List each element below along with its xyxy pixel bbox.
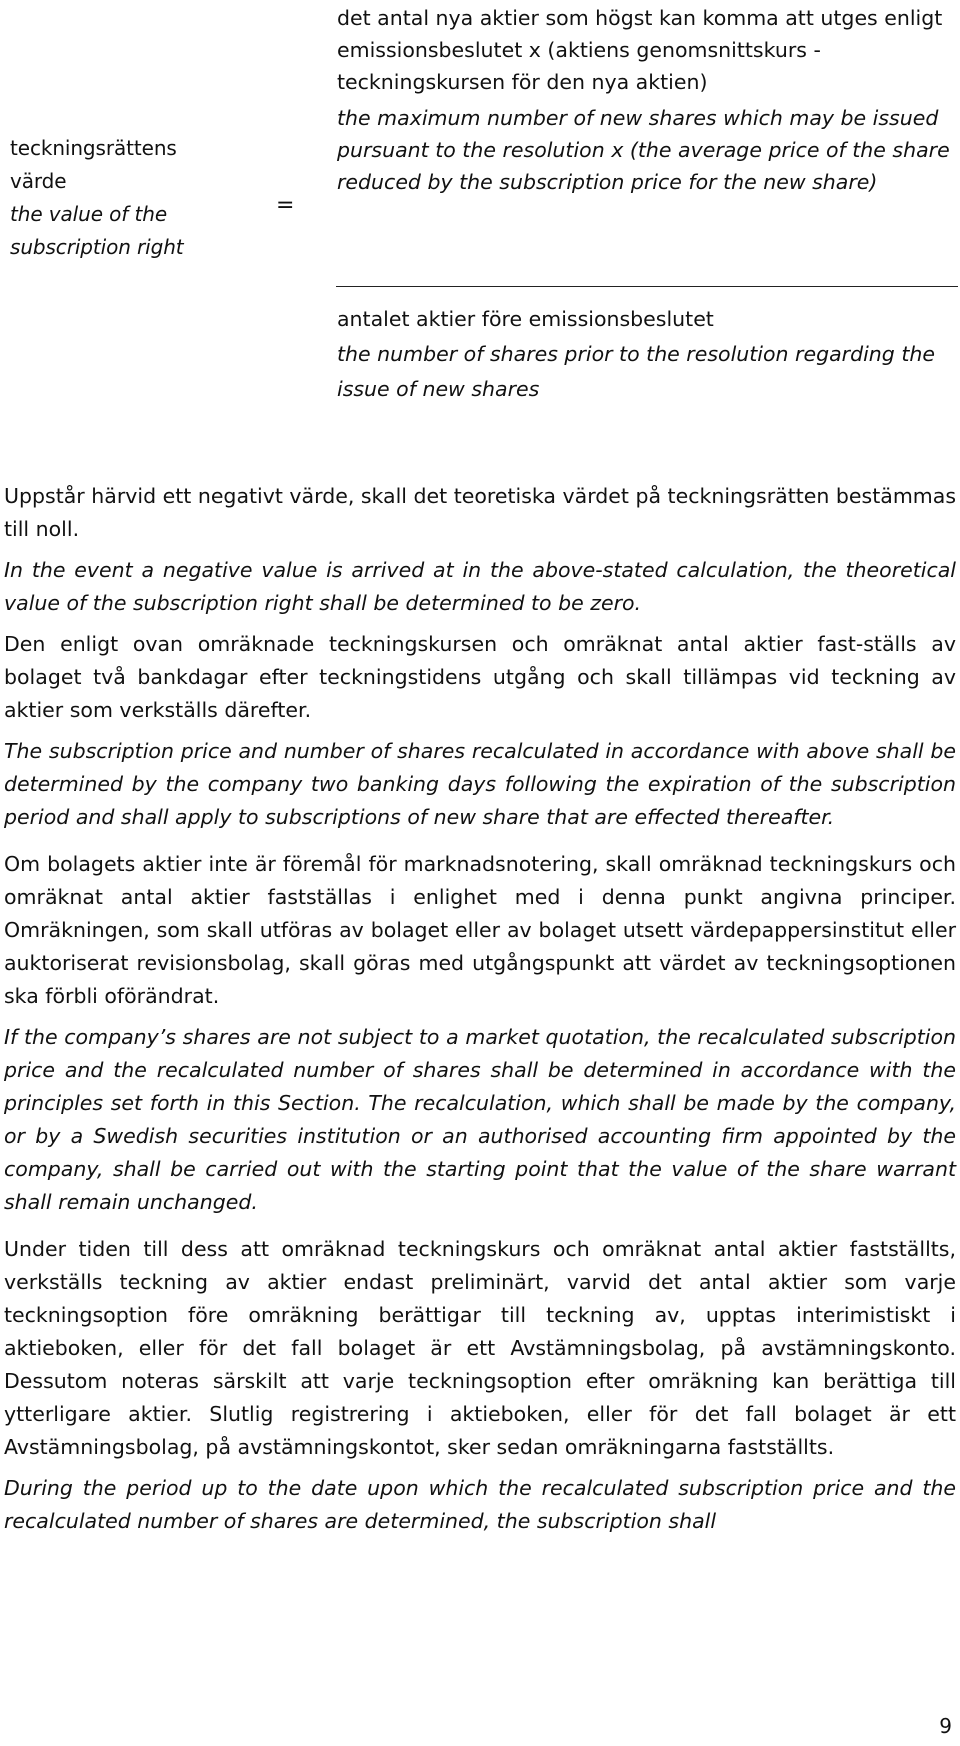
- denominator-swedish: antalet aktier före emissionsbeslutet: [337, 307, 714, 331]
- valuation-formula: [0, 0, 960, 420]
- lhs-swedish-line-1: teckningsrättens: [10, 136, 177, 160]
- equals-sign: =: [276, 193, 295, 218]
- formula-denominator: [337, 302, 959, 407]
- denominator-english: the number of shares prior to the resolution regarding the issue of new shares: [337, 342, 935, 401]
- page-number: 9: [939, 1714, 952, 1738]
- numerator-swedish: det antal nya aktier som högst kan komma att utges enligt emissionsbeslutet x (aktiens genomsnittskurs - teckningskursen för den nya aktien): [337, 6, 943, 94]
- paragraph-4-swedish: Under tiden till dess att omräknad teckningskurs och omräknat antal aktier fastställts, verkställs teckning av aktier endast preliminärt, varvid det antal aktier som varje teckningsoption före omräkning berättigar till teckning av, upptas interimistiskt i aktieboken, eller för det fall bolaget är ett Avstämningsbolag, på avstämningskonto. Dessutom noteras särskilt att varje teckningsoption efter omräkning kan berättiga till ytterligare aktier. Slutlig registrering i aktieboken, eller för det fall bolaget är ett Avstämningsbolag, på avstämningskontot, sker sedan omräkningarna fastställts.: [4, 1237, 956, 1459]
- formula-left-hand-side: [10, 132, 240, 264]
- paragraph-4-english: During the period up to the date upon which the recalculated subscription price and the recalculated number of shares are determined, the subscription shall: [4, 1476, 956, 1533]
- lhs-swedish-line-2: värde: [10, 169, 67, 193]
- paragraph-1-english: In the event a negative value is arrived at in the above-stated calculation, the theoretical value of the subscription right shall be determined to be zero.: [4, 558, 956, 615]
- fraction-line: [336, 286, 958, 287]
- paragraph-3-english: If the company’s shares are not subject to a market quotation, the recalculated subscription price and the recalculated number of shares shall be determined in accordance with the principles set forth in this Section. The recalculation, which shall be made by the company, or by a Swedish securities institution or an authorised accounting firm appointed by the company, shall be carried out with the starting point that the value of the share warrant shall remain unchanged.: [4, 1025, 956, 1214]
- lhs-english-line-2: subscription right: [10, 235, 184, 259]
- lhs-english-line-1: the value of the: [10, 202, 168, 226]
- paragraph-2-english: The subscription price and number of shares recalculated in accordance with above shall be determined by the company two banking days following the expiration of the subscription period and shall apply to subscriptions of new share that are effected thereafter.: [4, 739, 956, 829]
- paragraph-1-swedish: Uppstår härvid ett negativt värde, skall det teoretiska värdet på teckningsrätten bestämmas till noll.: [4, 484, 956, 541]
- document-body: [4, 480, 956, 1546]
- paragraph-2-swedish: Den enligt ovan omräknade teckningskursen och omräknat antal aktier fast-ställs av bolaget två bankdagar efter teckningstidens utgång och skall tillämpas vid teckning av aktier som verkställs därefter.: [4, 632, 956, 722]
- numerator-english: the maximum number of new shares which may be issued pursuant to the resolution x (the average price of the share reduced by the subscription price for the new share): [337, 106, 950, 194]
- formula-numerator: [337, 2, 959, 198]
- paragraph-3-swedish: Om bolagets aktier inte är föremål för marknadsnotering, skall omräknad teckningskurs och omräknat antal aktier fastställas i enlighet med i denna punkt angivna principer. Omräkningen, som skall utföras av bolaget eller av bolaget utsett värdepappersinstitut eller auktoriserat revisionsbolag, skall göras med utgångspunkt att värdet av teckningsoptionen ska förbli oförändrat.: [4, 852, 956, 1008]
